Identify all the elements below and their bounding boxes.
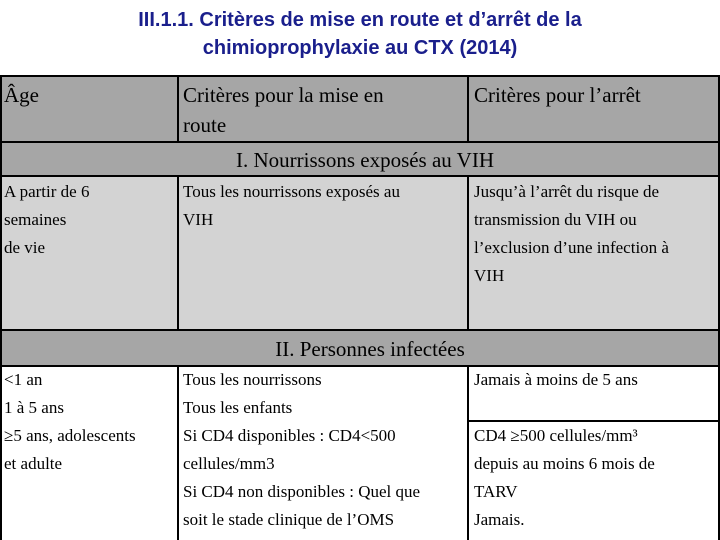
column-divider bbox=[467, 365, 469, 540]
section-1-stop bbox=[468, 176, 720, 330]
header-stop-criteria bbox=[468, 76, 720, 142]
section-1-start-line: Tous les nourrissons exposés au bbox=[183, 182, 400, 201]
section-2-stop bbox=[468, 366, 720, 540]
column-divider bbox=[467, 175, 469, 330]
title-line-1: III.1.1. Critères de mise en route et d’arrêt de la bbox=[138, 9, 582, 31]
section-1-stop-line: VIH bbox=[474, 266, 505, 285]
column-divider bbox=[177, 75, 179, 142]
section-2-stop-line: CD4 ≥500 cellules/mm³ bbox=[474, 426, 638, 445]
table-divider bbox=[0, 141, 720, 143]
section-2-stop-line: TARV bbox=[474, 482, 518, 501]
section-2-title-text: II. Personnes infectées bbox=[275, 337, 465, 361]
header-start-line-2: route bbox=[183, 113, 227, 137]
table-border-left bbox=[0, 75, 2, 540]
section-2-start-line: cellules/mm3 bbox=[183, 454, 275, 473]
section-1-start bbox=[178, 176, 468, 330]
section-2-start-line: Tous les nourrissons bbox=[183, 370, 322, 389]
section-1-age-line: A partir de 6 bbox=[4, 182, 90, 201]
column-divider bbox=[467, 75, 469, 142]
section-2-start-line: Si CD4 disponibles : CD4<500 bbox=[183, 426, 396, 445]
section-2-stop-line: Jamais. bbox=[474, 510, 525, 529]
section-1-stop-line: Jusqu’à l’arrêt du risque de bbox=[474, 182, 660, 201]
section-1-stop-line: transmission du VIH ou bbox=[474, 210, 637, 229]
header-age-label: Âge bbox=[4, 83, 39, 107]
title-line-2: chimioprophylaxie au CTX (2014) bbox=[202, 37, 518, 59]
section-2-stop-line: depuis au moins 6 mois de bbox=[474, 454, 655, 473]
section-1-age bbox=[0, 176, 178, 330]
section-1-title bbox=[0, 142, 720, 176]
section-2-stop-line bbox=[474, 394, 720, 422]
section-2-title bbox=[0, 330, 720, 366]
table-border-top bbox=[0, 75, 720, 77]
section-2-stop-line: Jamais à moins de 5 ans bbox=[474, 370, 638, 389]
section-1-age-line: de vie bbox=[4, 238, 46, 257]
header-stop-label: Critères pour l’arrêt bbox=[474, 83, 641, 107]
column-divider bbox=[177, 365, 179, 540]
table-divider bbox=[0, 175, 720, 177]
section-1-age-line: semaines bbox=[4, 210, 67, 229]
page-title bbox=[0, 6, 720, 62]
section-2-age-line: ≥5 ans, adolescents bbox=[4, 426, 136, 445]
table-divider bbox=[0, 365, 720, 367]
section-2-start-line: soit le stade clinique de l’OMS bbox=[183, 510, 395, 529]
section-1-start-line: VIH bbox=[183, 210, 214, 229]
header-start-line-1: Critères pour la mise en bbox=[183, 83, 384, 107]
section-2-age bbox=[0, 366, 178, 540]
column-divider bbox=[177, 175, 179, 330]
section-1-title-text: I. Nourrissons exposés au VIH bbox=[236, 148, 494, 172]
section-2-age-line: 1 à 5 ans bbox=[4, 398, 64, 417]
section-2-age-line: <1 an bbox=[4, 370, 43, 389]
section-2-age-line: et adulte bbox=[4, 454, 63, 473]
header-age bbox=[0, 76, 178, 142]
table-divider bbox=[0, 329, 720, 331]
section-2-start-line: Si CD4 non disponibles : Quel que bbox=[183, 482, 421, 501]
table-divider bbox=[468, 420, 720, 422]
header-start-criteria bbox=[178, 76, 468, 142]
section-1-stop-line: l’exclusion d’une infection à bbox=[474, 238, 669, 257]
section-2-start-line: Tous les enfants bbox=[183, 398, 293, 417]
section-2-start bbox=[178, 366, 468, 540]
